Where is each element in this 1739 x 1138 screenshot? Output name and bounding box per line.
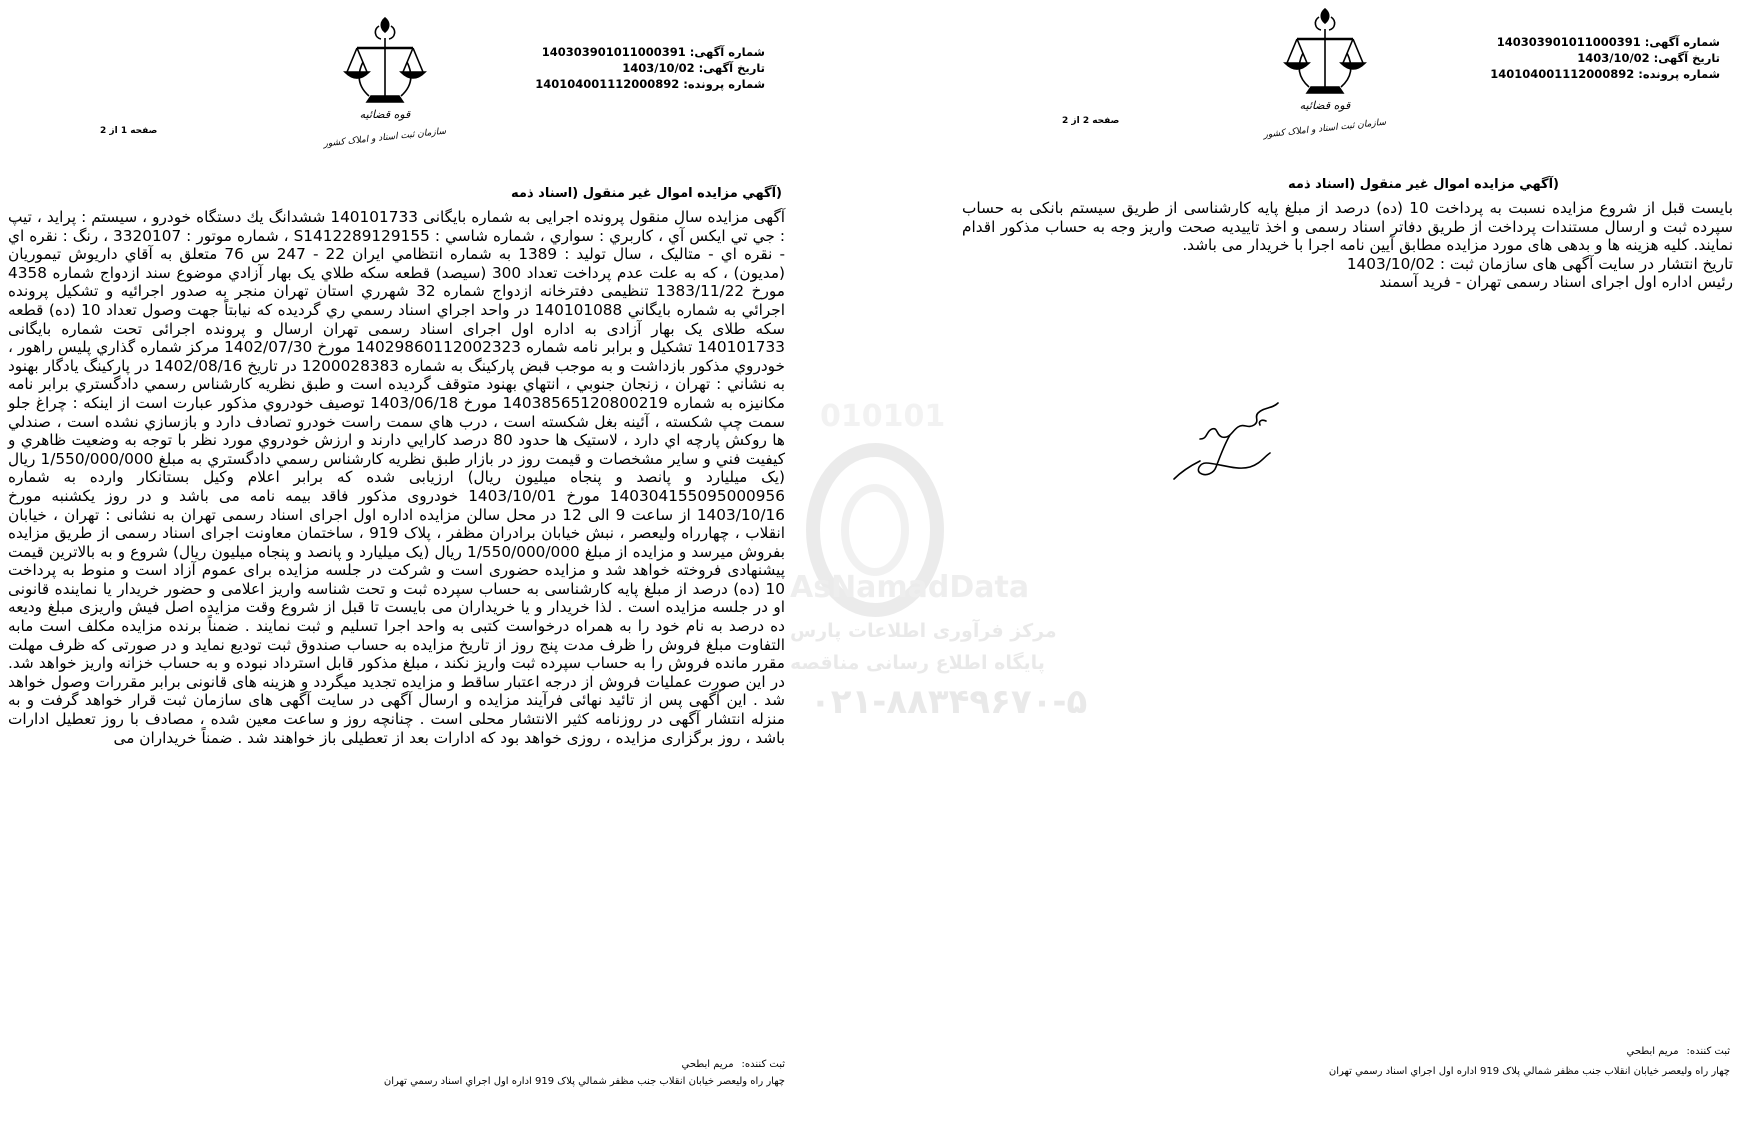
- emblem-caption: قوه قضائیه: [359, 108, 411, 121]
- ad-number: 140303901011000391: [1496, 35, 1641, 49]
- office-address: چهار راه وليعصر خيابان انقلاب جنب مظفر شمالي پلاک 919 اداره اول اجراي اسناد رسمي تهران: [383, 1076, 785, 1087]
- recorder-name: مريم ابطحي: [1626, 1046, 1679, 1057]
- document-page-2: [950, 0, 1739, 1138]
- publish-date-line: تاريخ انتشار در سايت آگهی های سازمان ثبت : 1403/10/02: [1346, 254, 1733, 273]
- document-title: (آگهي مزايده اموال غير منقول (اسناد ذمه: [511, 186, 782, 201]
- watermark-digits: 010101: [820, 399, 946, 434]
- watermark-phone: ۰۲۱-۸۸۳۴۹۶۷۰-۵: [810, 682, 1088, 722]
- emblem-caption: قوه قضائیه: [1299, 99, 1351, 112]
- document-title: (آگهي مزايده اموال غير منقول (اسناد ذمه: [1288, 177, 1559, 192]
- case-number: 140104001112000892: [535, 77, 680, 91]
- signatory-line: رئيس اداره اول اجرای اسناد رسمی تهران - فريد آسمند: [1379, 273, 1733, 292]
- ad-date: 1403/10/02: [1577, 51, 1650, 65]
- ad-number: 140303901011000391: [541, 45, 686, 59]
- emblem-subcaption: سازمان ثبت اسناد و املاک کشور: [323, 126, 447, 150]
- ad-date-row: تاریخ آگهی: 1403/10/02: [1577, 51, 1720, 65]
- document-page-1: [0, 0, 790, 1138]
- page-number: صفحه 2 از 2: [1062, 116, 1120, 126]
- watermark-line2: پایگاه اطلاع رسانی مناقصه: [790, 652, 1045, 674]
- ad-meta: [535, 44, 765, 92]
- ad-number-row: شماره آگهی: 140303901011000391: [1496, 35, 1720, 49]
- case-number: 140104001112000892: [1490, 67, 1635, 81]
- judiciary-emblem-icon: [323, 14, 447, 154]
- auction-notice-body: [962, 199, 1733, 292]
- watermark-line1: مرکز فرآوری اطلاعات پارس: [790, 620, 1057, 642]
- recorder-label: ثبت کننده:: [741, 1059, 785, 1070]
- ad-meta: [1490, 34, 1720, 82]
- case-number-row: شماره پرونده: 140104001112000892: [535, 77, 765, 91]
- watermark-brand: AsNamadData: [790, 570, 1030, 605]
- recorder-label: ثبت کننده:: [1686, 1046, 1730, 1057]
- auction-notice-body: آگهی مزایده سال منقول پرونده اجرایی به شماره بایگانی 140101733 ششدانگ يك دستگاه خودرو ، سيستم : پرايد ، تيپ : جي تي ايكس آي ، كاربري : سواري ، شماره شاسي : S1412289129155 ، شماره موتور : 3320107 ، رنگ : نقره اي - نقره اي - متاليک ، سال توليد : 1389 به شماره انتظامي ايران 22 - 247 س 76 متعلق به آقاي داريوش تيموريان (مديون) ، كه به علت عدم پرداخت تعداد 300 (سيصد) قطعه سکه طلاي يک بهار آزادي موضوع سند ازدواج شماره 4358 مورخ 1383/11/22 تنظيمی دفترخانه ازدواج شماره 32 شهرري استان تهران منجر به صدور اجرائيه و تشكيل پرونده اجرائي به شماره بايگاني 140101088 در واحد اجراي اسناد رسمي ري گرديده كه نيابتاً جهت وصول تعداد 10 (ده) قطعه سکه طلای يک بهار آزادی به اداره اول اجرای اسناد رسمی تهران ارسال و پرونده اجرائی تحت شماره بايگانی 140101733 تشکيل و برابر نامه شماره 14029860112002323 مورخ 1402/07/30 مرکز شماره گذاري پليس راهور ، خودروي مذكور بازداشت و به موجب قبض پاركينگ به شماره 1200028383 در تاريخ 1402/08/16 در پاركينگ يادگار بهنود به نشاني : تهران ، زنجان جنوبي ، انتهاي بهنود متوقف گرديده است و طبق نظريه كارشناس رسمي دادگستري برابر نامه مكانيزه به شماره 14038565120800219 مورخ 1403/06/18 توصيف خودروي مذكور عبارت است از اينكه : چراغ جلو سمت چپ شكسته ، آئينه بغل شكسته است ، درب هاي سمت راست خودرو تصادف دارد و بازسازي نشده است ، صندلي ها روكش پارچه اي دارد ، لاستيک ها حدود 80 درصد كارايي دارند و ارزش خودروي مورد نظر با توجه به وضعيت ظاهري و كيفيت فني و ساير مشخصات و قيمت روز در بازار طبق نظريه كارشناس رسمي دادگستري به مبلغ 1/550/000/000 ريال (يک ميليارد و پانصد و پنجاه ميليون ريال) ارزيابی شده كه برابر اعلام وكيل بستانكار وارده به شماره 140304155095000956 مورخ 1403/10/01 خودروی مذكور فاقد بيمه نامه می باشد و در روز يكشنبه مورخ 1403/10/16 از ساعت 9 الی 12 در محل سالن مزايده اداره اول اجرای اسناد رسمی تهران به نشانی : تهران ، خيابان انقلاب ، چهارراه وليعصر ، نبش خيابان برادران مظفر ، پلاک 919 ، ساختمان معاونت اجرای اسناد رسمی از طريق مزايده بفروش ميرسد و مزايده از مبلغ 1/550/000/000 ريال (يک ميليارد و پانصد و پنجاه ميليون ريال) شروع و به بالاترين قيمت پيشنهادی فروخته خواهد شد و مزايده حضوری است و شركت در جلسه مزايده برای عموم آزاد است و منوط به پرداخت 10 (ده) درصد از مبلغ پايه كارشناسی به حساب سپرده ثبت و تحت شناسه واريز اعلامی و حضور خريدار يا نماينده قانونی او در جلسه مزايده است . لذا خريدار و يا خريداران می بايست تا قبل از شروع وقت مزايده اصل فيش واريزی مبلغ وديعه ده درصد به نام خود را به همراه درخواست كتبی به واحد اجرا تسليم و ثبت نمايند . ضمناً برنده مزايده مكلف است مابه التفاوت مبلغ فروش را ظرف مدت پنج روز از تاريخ مزايده به حساب صندوق ثبت توديع نمايد و در صورتی كه ظرف مهلت مقرر مانده فروش را به حساب سپرده ثبت واريز نكند ، مبلغ مذكور قابل استرداد نبوده و به حساب خزانه واريز خواهد شد. در اين صورت عمليات فروش از درجه اعتبار ساقط و مزايده تجديد ميگردد و هزينه های قانونی برابر مقررات وصول خواهد شد . اين آگهی پس از تائيد نهائی فرآيند مزايده و ارسال آگهی در سايت آگهی های سازمان ثبت قرار خواهد گرفت و به منزله انتشار آگهی در روزنامه كثير الانتشار محلی است . چنانچه روز و ساعت معين شده ، مصادف با روز تعطيل ادارات باشد ، روز برگزاری مزايده ، روزی خواهد بود كه ادارات بعد از تعطيلی باز خواهند شد . ضمناً خريداران می: [8, 208, 786, 747]
- body-paragraph: بايست قبل از شروع مزايده نسبت به پرداخت 10 (ده) درصد از مبلغ پايه كارشناسی از طريق سيستم بانكی به حساب سپرده ثبت و ارسال مستندات پرداخت از طريق دفاتر اسناد رسمی و اخذ تاييديه صحت واريز وجه به حساب مذكور اقدام نمايند. كليه هزينه ها و بدهی های مورد مزايده مطابق آيين نامه اجرا با خريدار می باشد.: [962, 199, 1733, 255]
- recorder-name: مريم ابطحي: [681, 1059, 734, 1070]
- emblem-subcaption: سازمان ثبت اسناد و املاک کشور: [1263, 117, 1387, 141]
- judiciary-emblem-icon: [1263, 5, 1387, 145]
- recorder: [1580, 1046, 1730, 1057]
- page-number: صفحه 1 از 2: [100, 126, 158, 136]
- ad-number-row: شماره آگهی: 140303901011000391: [541, 45, 765, 59]
- recorder: [625, 1059, 785, 1070]
- signature-icon: [1170, 395, 1300, 495]
- ad-date-row: تاریخ آگهی: 1403/10/02: [622, 61, 765, 75]
- office-address: چهار راه وليعصر خيابان انقلاب جنب مظفر شمالي پلاک 919 اداره اول اجراي اسناد رسمي تهران: [1328, 1066, 1730, 1077]
- case-number-row: شماره پرونده: 140104001112000892: [1490, 67, 1720, 81]
- ad-date: 1403/10/02: [622, 61, 695, 75]
